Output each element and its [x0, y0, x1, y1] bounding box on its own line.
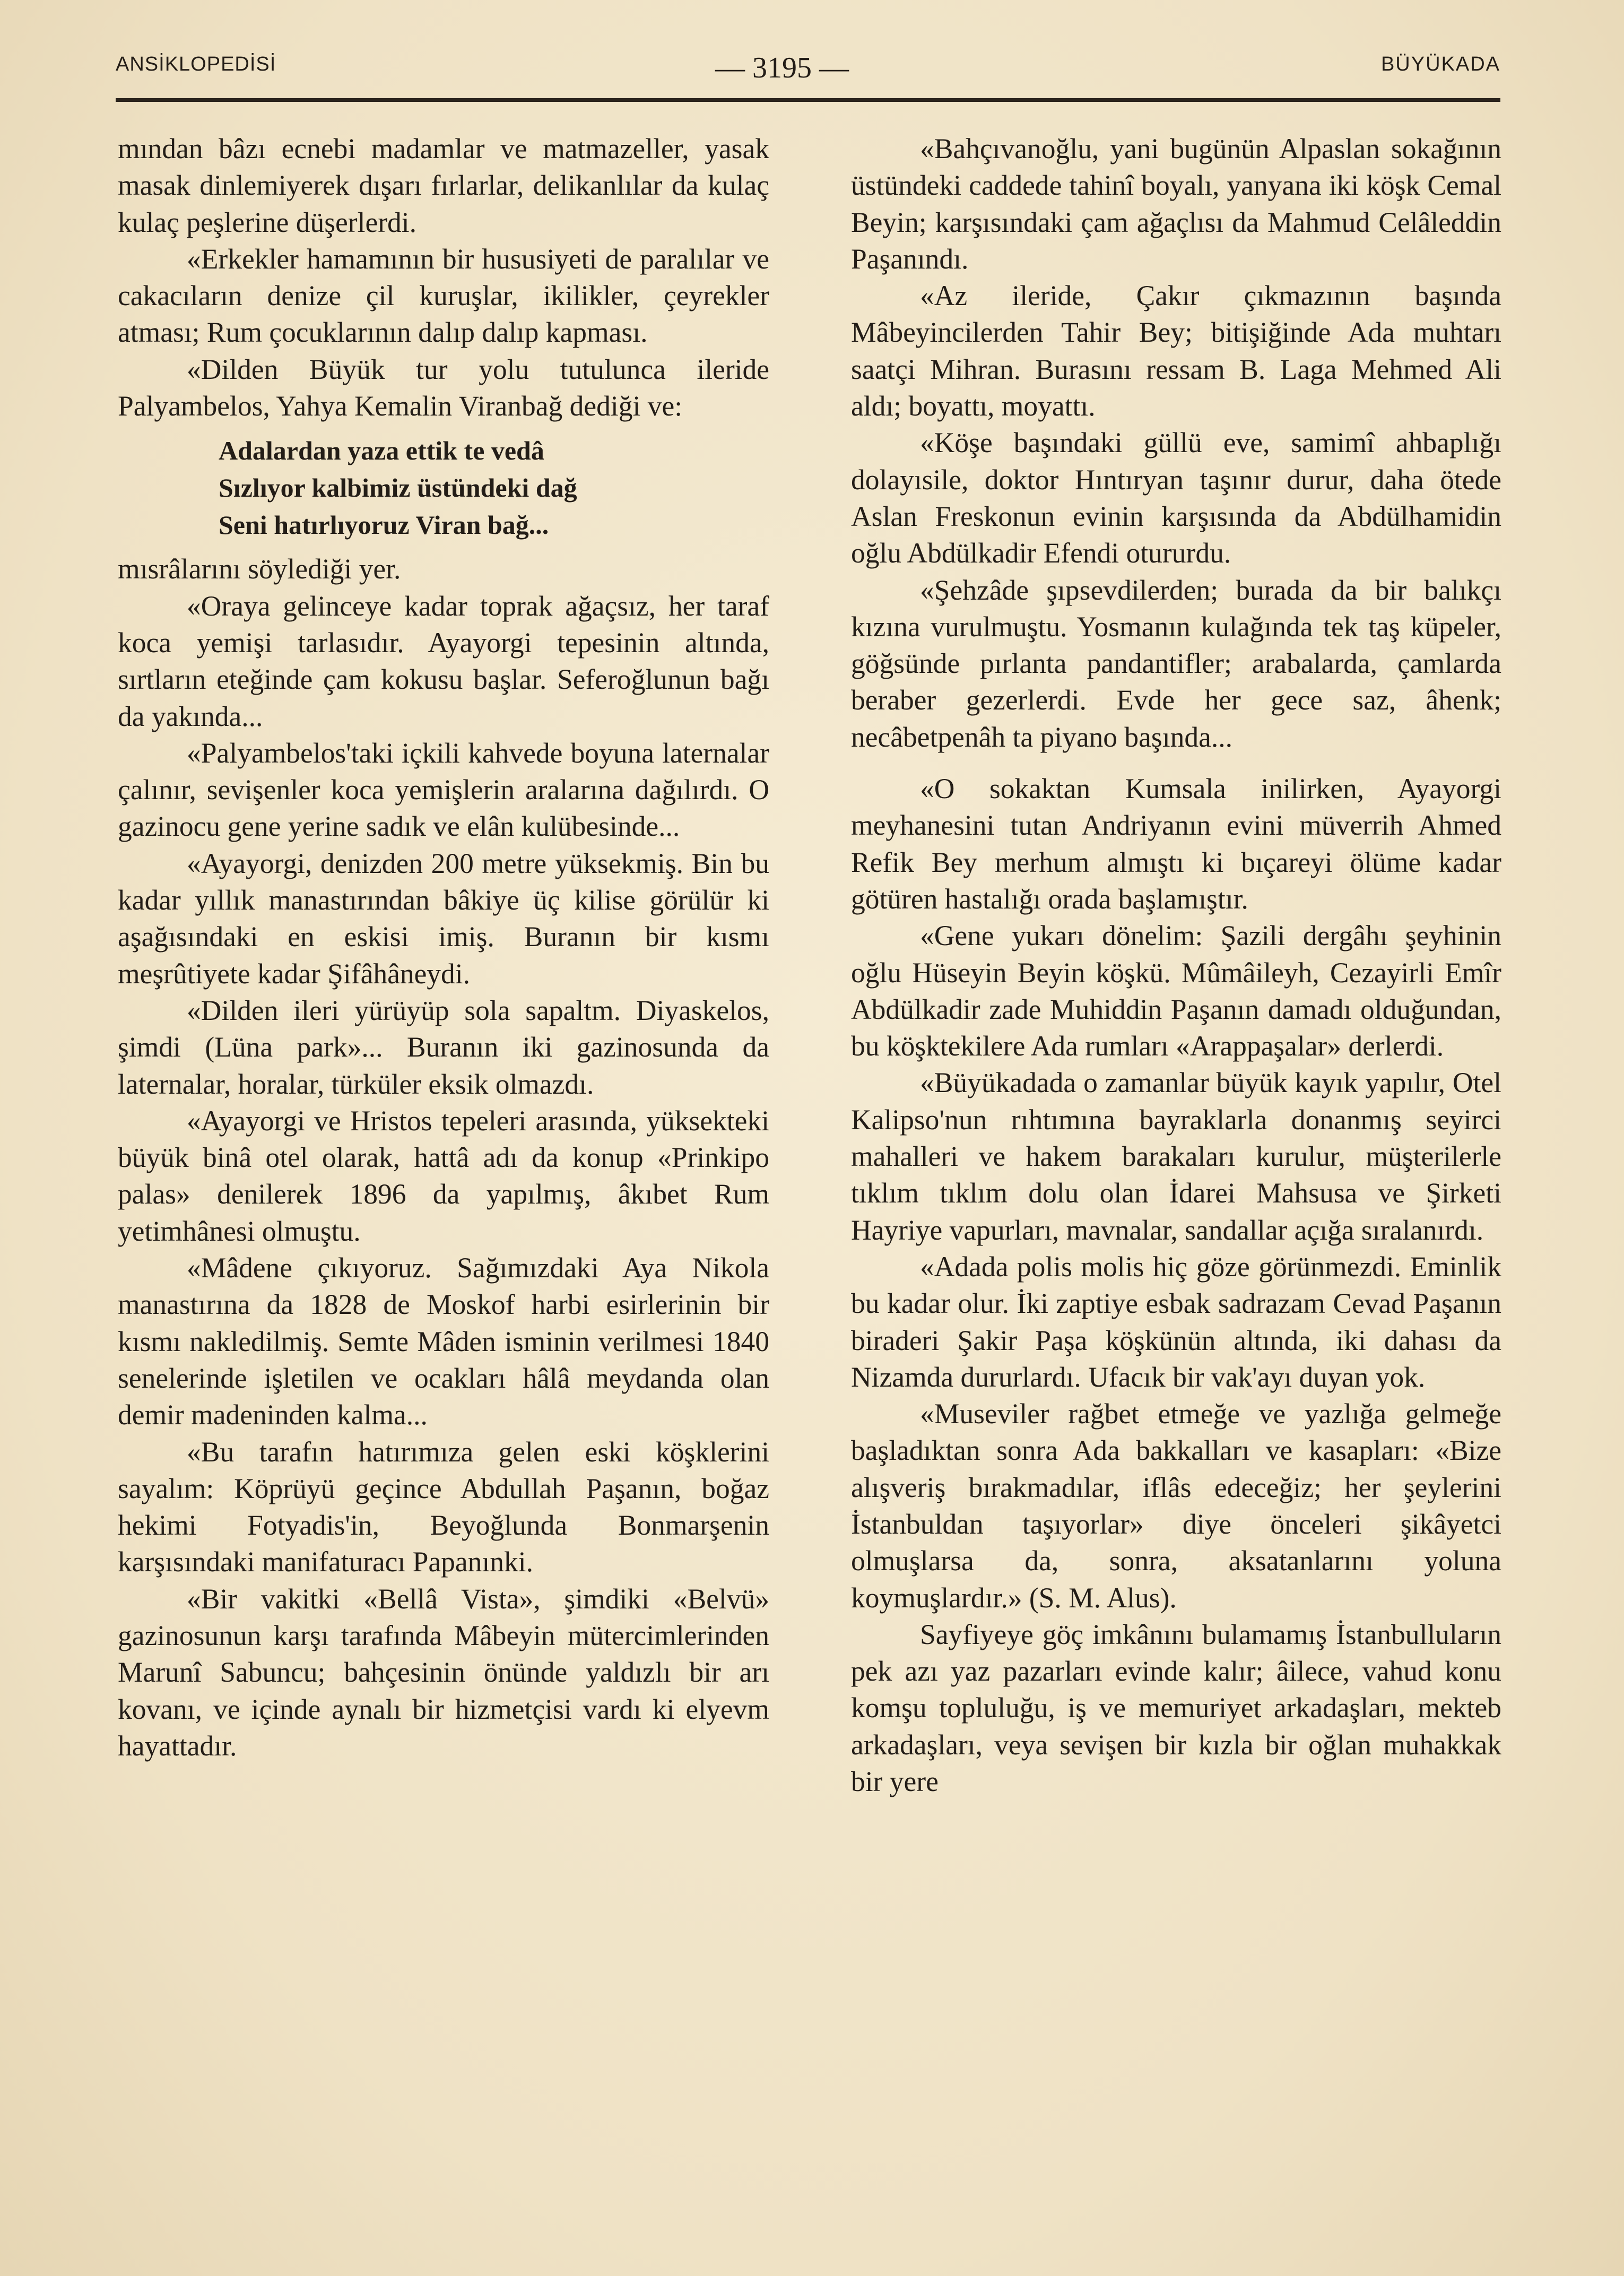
paragraph: «Şehzâde şıpsevdilerden; burada da bir balıkçı kızına vurulmuştu. Yosmanın kulağında tek taş küpeler, göğsünde pırlanta pandantifler; arabalarda, çamlarda beraber gezerlerdi. Evde her gece saz, âhenk; necâbetpenâh ta piyano başında... — [851, 574, 1501, 753]
paragraph: Sayfiyeye göç imkânını bulamamış İstanbulluların pek azı yaz pazarları evinde kalır; âilece, vahud konu komşu topluluğu, iş ve memuriyet arkadaşları, mekteb arkadaşları, veya sevişen bir kızla bir oğlan muhakkak bir yere — [851, 1618, 1501, 1798]
paragraph: «Bahçıvanoğlu, yani bugünün Alpaslan sokağının üstündeki caddede tahinî boyalı, yanyana iki köşk Cemal Beyin; karşısındaki çam ağaçlısı da Mahmud Celâleddin Paşanındı. — [851, 133, 1501, 275]
verse-block — [219, 432, 769, 543]
paragraph: «Mâdene çıkıyoruz. Sağımızdaki Aya Nikola manastırına da 1828 de Moskof harbi esirlerinin bir kısmı nakledilmiş. Semte Mâden isminin verilmesi 1840 senelerinde işletilen ve ocakları hâlâ meydanda olan demir madeninden kalma... — [118, 1252, 769, 1431]
paragraph: «Bu tarafın hatırımıza gelen eski köşklerini sayalım: Köprüyü geçince Abdullah Paşanın, boğaz hekimi Fotyadis'in, Beyoğlunda Bonmarşenin karşısındaki manifaturacı Papanınki. — [118, 1435, 769, 1578]
header-right-title: BÜYÜKADA — [1380, 53, 1500, 75]
paragraph: «Köşe başındaki güllü eve, samimî ahbaplığı dolayısile, doktor Hıntıryan taşınır durur, daha ötede Aslan Freskonun evinin karşısında da Abdülhamidin oğlu Abdülkadir Efendi otururdu. — [851, 427, 1501, 569]
page-number: — 3195 — — [715, 51, 849, 84]
paragraph: «Bir vakitki «Bellâ Vista», şimdiki «Belvü» gazinosunun karşı tarafında Mâbeyin mütercimlerinden Marunî Sabuncu; bahçesinin önünde yaldızlı bir arı kovanı, ve içinde aynalı bir hizmetçisi vardı ki elyevm hayattadır. — [118, 1582, 769, 1762]
paragraph: «Az ileride, Çakır çıkmazının başında Mâbeyincilerden Tahir Bey; bitişiğinde Ada muhtarı saatçi Mihran. Burasını ressam B. Laga Mehmed Ali aldı; boyattı, moyattı. — [851, 280, 1501, 422]
paragraph: «Dilden Büyük tur yolu tutulunca ileride Palyambelos, Yahya Kemalin Viranbağ dediği ve: — [118, 353, 769, 422]
paragraph: «Büyükadada o zamanlar büyük kayık yapılır, Otel Kalipso'nun rıhtımına bayraklarla donanmış seyirci mahalleri ve hakem barakaları kurulur, müşterilerle tıklım tıklım dolu olan İdarei Mahsusa ve Şirketi Hayriye vapurları, mavnalar, sandallar açığa sıralanırdı. — [851, 1067, 1501, 1246]
paragraph: «Gene yukarı dönelim: Şazili dergâhı şeyhinin oğlu Hüseyin Beyin köşkü. Mûmâileyh, Cezayirli Emîr Abdülkadir zade Muhiddin Paşanın damadı olduğundan, bu köşktekilere Ada rumları «Arappaşalar» derlerdi. — [851, 920, 1501, 1062]
left-column — [118, 131, 769, 1764]
paragraph: mısrâlarını söylediği yer. — [118, 553, 401, 585]
paragraph: «Oraya gelinceye kadar toprak ağaçsız, her taraf koca yemişi tarlasıdır. Ayayorgi tepesinin altında, sırtların eteğinde çam kokusu başlar. Seferoğlunun bağı da yakında... — [118, 590, 769, 732]
header-left-title: ANSİKLOPEDİSİ — [116, 53, 276, 75]
verse-line: Sızlıyor kalbimiz üstündeki dağ — [219, 473, 577, 503]
paragraph: «Adada polis molis hiç göze görünmezdi. Eminlik bu kadar olur. İki zaptiye esbak sadrazam Cevad Paşanın biraderi Şakir Paşa köşkünün altında, iki dahası da Nizamda dururlardı. Ufacık bir vak'ayı duyan yok. — [851, 1250, 1501, 1393]
right-column — [851, 131, 1501, 1800]
header-rule — [116, 98, 1500, 102]
paragraph: mından bâzı ecnebi madamlar ve matmazeller, yasak masak dinlemiyerek dışarı fırlarlar, delikanlılar da kulaç kulaç peşlerine düşerlerdi. — [118, 133, 769, 238]
paragraph: «Dilden ileri yürüyüp sola sapaltm. Diyaskelos, şimdi (Lüna park»... Buranın iki gazinosunda da laternalar, horalar, türküler eksik olmazdı. — [118, 994, 769, 1100]
paragraph: «Erkekler hamamının bir hususiyeti de paralılar ve cakacıların denize çil kuruşlar, ikilikler, çeyrekler atması; Rum çocuklarının dalıp dalıp kapması. — [118, 243, 769, 349]
paragraph: «Palyambelos'taki içkili kahvede boyuna laternalar çalınır, sevişenler koca yemişlerin aralarına dağılırdı. O gazinocu gene yerine sadık ve elân kulübesinde... — [118, 737, 769, 843]
paragraph: «Museviler rağbet etmeğe ve yazlığa gelmeğe başladıktan sonra Ada bakkalları ve kasapları: «Bize alışveriş bırakmadılar, iflâs edeceğiz; her şeylerini İstanbuldan taşıyorlar» diye önceleri şikâyetci olmuşlarsa da, sonra, aksatanlarını yoluna koymuşlardır.» (S. M. Alus). — [851, 1398, 1501, 1614]
paragraph: «Ayayorgi ve Hristos tepeleri arasında, yüksekteki büyük binâ otel olarak, hattâ adı da konup «Prinkipo palas» denilerek 1896 da yapılmış, âkıbet Rum yetimhânesi olmuştu. — [118, 1104, 769, 1247]
paragraph: «Ayayorgi, denizden 200 metre yüksekmiş. Bin bu kadar yıllık manastırından bâkiye üç kilise görülür ki aşağısındaki en eskisi imiş. Buranın bir kısmı meşrûtiyete kadar Şifâhâneydi. — [118, 847, 769, 990]
verse-line: Adalardan yaza ettik te vedâ — [219, 436, 544, 466]
page-header — [116, 51, 1500, 102]
verse-line: Seni hatırlıyoruz Viran bağ... — [219, 510, 549, 540]
paragraph: «O sokaktan Kumsala inilirken, Ayayorgi meyhanesini tutan Andriyanın evini müverrih Ahmed Refik Bey merhum almıştı ki bıçareyi ölüme kadar götüren hastalığı orada başlamıştır. — [851, 773, 1501, 915]
